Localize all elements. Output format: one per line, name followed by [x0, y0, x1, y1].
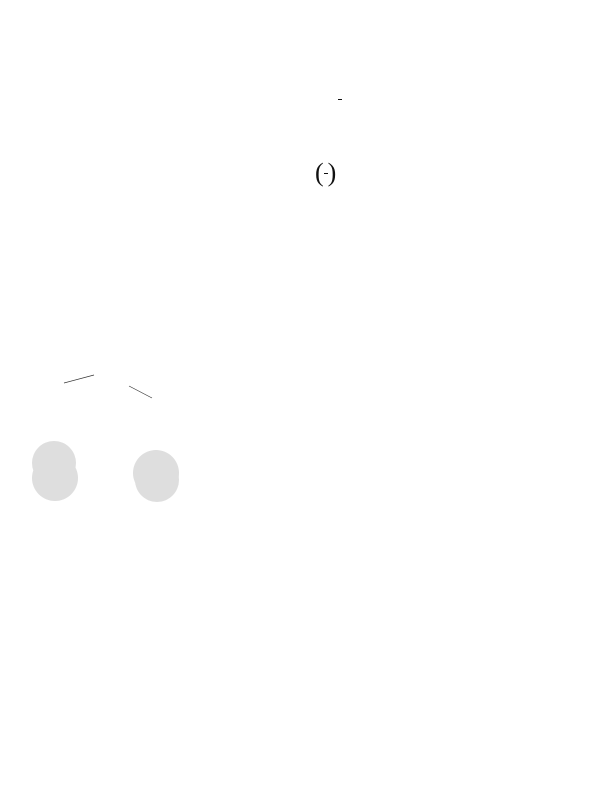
- figure-5-5-marks: [14, 360, 194, 510]
- eq527-num: [338, 99, 342, 100]
- equation-5-27: [196, 92, 550, 122]
- equation-5-29: [196, 226, 550, 244]
- electron-leader-line: [64, 375, 94, 383]
- protons-leader-line-2: [129, 386, 152, 398]
- equation-5-28: ( ): [315, 158, 337, 187]
